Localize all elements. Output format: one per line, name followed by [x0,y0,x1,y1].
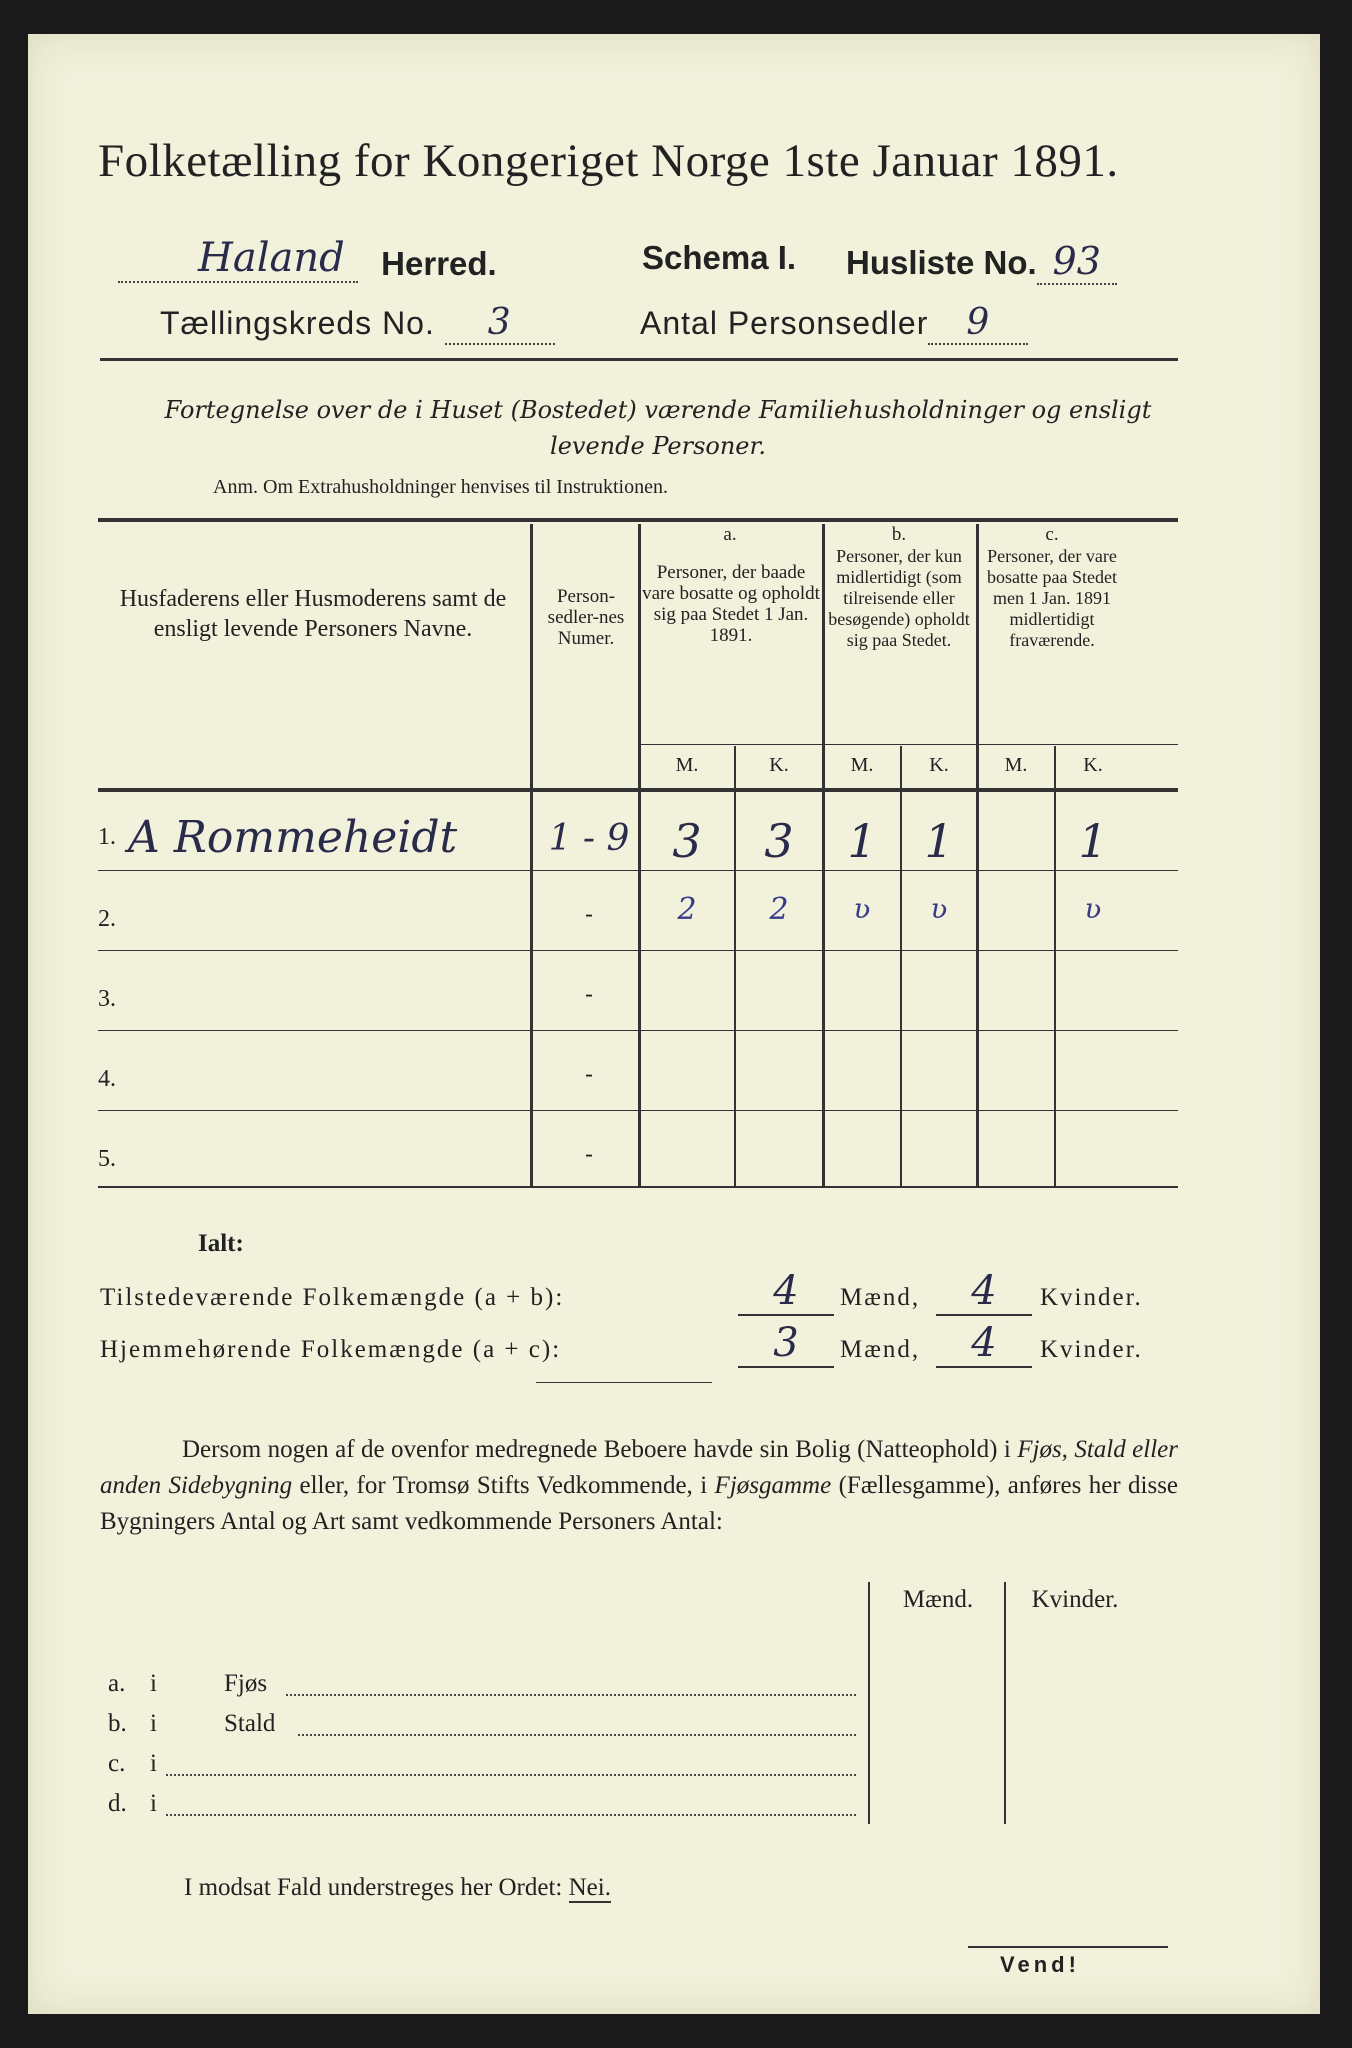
outbuildings-vline-2 [1004,1582,1006,1824]
modsat-label: I modsat Fald understreges her Ordet: [184,1874,563,1901]
schema-label: Schema I. [642,239,797,276]
kreds-field [445,302,555,345]
hjemme-kvinder: Kvinder. [1040,1336,1143,1363]
kreds-label: Tællingskreds No. [160,305,435,341]
b-m-label: M. [850,754,874,776]
row-2-rule [98,950,1178,951]
row-3-numer: - [584,980,594,1008]
modsat-word: Nei. [568,1874,611,1901]
herred-value: Haland [198,235,345,281]
c-k-label: K. [1083,754,1103,776]
paragraph-part-3: (Fællesgamme), anføres her disse Bygningers Antal og Art samt vedkommende Personers Antal: [100,1472,1179,1535]
husliste-field [1037,239,1117,285]
vline-a-mk [734,746,736,1186]
row-2-a-k: 2 [769,892,789,927]
outbuilding-a-letter: a. [108,1670,126,1697]
row-2-number: 2. [98,906,116,932]
row-3-rule [98,1030,1178,1031]
antal-field [928,302,1028,345]
tilsted-m: 4 [738,1268,834,1316]
row-2-a-m: 2 [677,892,697,927]
outbuilding-b-letter: b. [108,1710,127,1737]
table-top-rule [98,518,1178,522]
row-5-numer: - [584,1140,594,1168]
outbuilding-c-prep: i [150,1750,157,1777]
row-4-numer: - [584,1060,594,1088]
paragraph-part-2: eller, for Tromsø Stifts Vedkommende, i [299,1472,708,1499]
husliste-line [846,239,1117,285]
row-1-b-k: 1 [924,814,954,868]
hjemme-maend: Mænd, [840,1336,921,1363]
col-a-letter: a. [723,524,737,545]
census-form-sheet [28,34,1320,2014]
husliste-label: Husliste No. [846,244,1037,281]
husliste-value: 93 [1052,239,1101,283]
hjemme-k: 4 [936,1320,1032,1368]
row-1-a-m: 3 [672,814,702,868]
vend-label: Vend! [1000,1952,1080,1977]
antal-line [640,302,1028,345]
vline-c-mk [1054,746,1056,1186]
modsat-line [184,1874,611,1902]
col-header-numer: Person-sedler-nes Numer. [547,586,625,649]
herred-field [118,235,358,283]
short-divider [536,1382,712,1383]
col-header-c: Personer, der vare bosatte paa Stedet men 1 Jan. 1891 midlertidigt fraværende. [987,546,1117,650]
paragraph-part-1: Dersom nogen af de ovenfor medregnede Beboere havde sin Bolig (Natteophold) i [182,1436,1011,1463]
antal-label: Antal Personsedler [640,305,929,341]
row-1-rule [98,870,1178,871]
row-2-numer: - [584,900,594,928]
anm-note: Anm. Om Extrahusholdninger henvises til Instruktionen. [213,476,668,498]
outbuilding-b-label: Stald [224,1710,276,1737]
outbuilding-d-prep: i [150,1790,157,1817]
row-5-rule [98,1186,1178,1188]
col-b-letter: b. [891,524,907,545]
outbuildings-col-maend: Mænd. [902,1586,974,1613]
ialt-label: Ialt: [198,1230,244,1257]
row-1-c-k: 1 [1078,814,1108,868]
kreds-value: 3 [487,302,512,343]
row-1-numer: 1 - 9 [548,818,630,859]
row-5-number: 5. [98,1146,116,1172]
row-2-c-k: ʋ [1084,892,1102,925]
outbuilding-c-letter: c. [108,1750,126,1777]
row-3-number: 3. [98,986,116,1012]
tilsted-kvinder: Kvinder. [1040,1284,1143,1311]
vline-name [530,524,533,1186]
tilsted-k: 4 [936,1268,1032,1316]
col-header-b: Personer, der kun midlertidigt (som tilreisende eller besøgende) opholdt sig paa Stedet. [828,546,970,650]
herred-line [118,235,497,287]
mk-row-rule [638,744,1178,745]
tilsted-label: Tilstedeværende Folkemængde (a + b): [100,1284,565,1311]
antal-value: 9 [966,302,991,343]
outbuilding-b-prep: i [150,1710,157,1737]
fortegnelse-text: Fortegnelse over de i Huset (Bostedet) værende Familiehusholdninger og ensligt levende Personer. [164,396,1152,460]
col-header-a: Personer, der baade vare bosatte og opholdt sig paa Stedet 1 Jan. 1891. [642,562,820,646]
outbuilding-a-prep: i [150,1670,157,1697]
row-1-name: A Rommeheidt [128,812,458,863]
row-4-number: 4. [98,1066,116,1092]
outbuilding-c-dots [166,1774,856,1776]
col-header-name: Husfaderens eller Husmoderens samt de ensligt levende Personers Navne. [119,586,507,642]
paragraph-fjosgamme: Fjøsgamme [714,1472,832,1499]
row-1-number: 1. [98,824,116,850]
outbuilding-d-dots [166,1814,856,1816]
outbuildings-paragraph [100,1432,1178,1540]
col-c-letter: c. [1045,524,1059,545]
row-2-b-m: ʋ [853,892,871,925]
outbuilding-a-dots [286,1694,856,1696]
a-m-label: M. [675,754,699,776]
outbuildings-col-kvinder: Kvinder. [1031,1586,1119,1613]
paragraph-fjos: Fjøs, Stald eller anden Sidebygning [100,1436,1178,1499]
form-title: Folketælling for Kongeriget Norge 1ste Januar 1891. [98,135,1119,187]
vline-b-mk [900,746,902,1186]
outbuilding-a-label: Fjøs [224,1670,268,1697]
herred-label: Herred. [381,245,497,282]
tilsted-maend: Mænd, [840,1284,921,1311]
vend-rule [968,1946,1168,1948]
a-k-label: K. [769,754,789,776]
outbuilding-b-dots [298,1734,856,1736]
row-4-rule [98,1110,1178,1111]
kreds-line [160,302,555,345]
row-1-a-k: 3 [764,814,794,868]
row-1-b-m: 1 [847,814,877,868]
outbuildings-vline-1 [868,1582,870,1824]
row-2-b-k: ʋ [930,892,948,925]
hjemme-m: 3 [738,1320,834,1368]
hjemme-label: Hjemmehørende Folkemængde (a + c): [100,1336,562,1363]
outbuilding-d-letter: d. [108,1790,127,1817]
b-k-label: K. [929,754,949,776]
header-rule [100,358,1178,361]
c-m-label: M. [1004,754,1028,776]
